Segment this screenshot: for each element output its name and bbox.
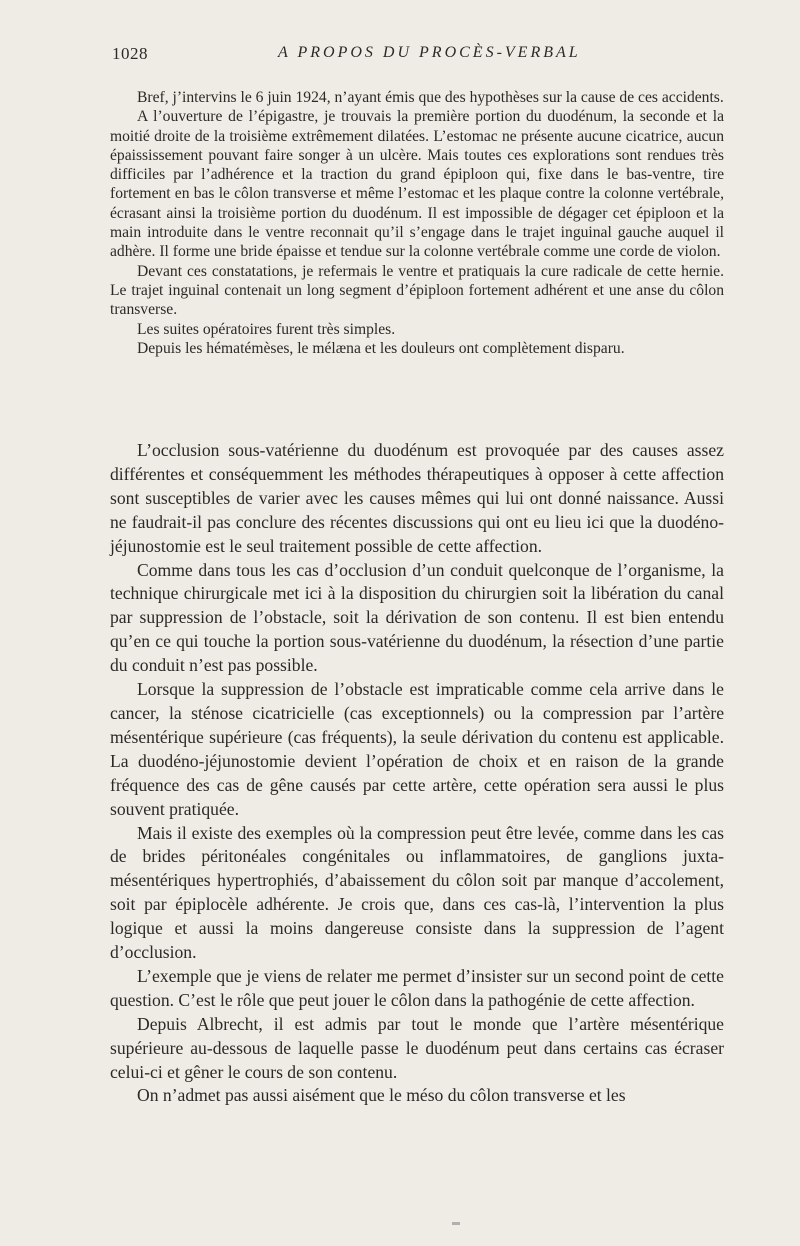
paragraph: Comme dans tous les cas d’occlusion d’un conduit quelconque de l’organisme, la technique chirurgicale met ici à la disposition du chirurgien soit la libération du canal par suppression de l’obstacle, soit la dérivation de son contenu. Il est bien entendu qu’en ce qui touche la portion sous-vatérienne du duodénum, la résection d’une partie du conduit n’est pas possible. — [110, 559, 724, 676]
print-mark — [452, 1222, 460, 1225]
paragraph: Bref, j’intervins le 6 juin 1924, n’ayant émis que des hypothèses sur la cause de ces accidents. — [137, 89, 724, 106]
paragraph: Depuis les hématémèses, le mélæna et les douleurs ont complètement disparu. — [137, 339, 625, 357]
running-title: A PROPOS DU PROCÈS-VERBAL — [278, 44, 581, 61]
paragraph: Depuis Albrecht, il est admis par tout le monde que l’artère mésentérique supérieure au-dessous de laquelle passe le duodénum peut dans certains cas écraser celui-ci et gêner le cours de son contenu. — [110, 1013, 724, 1082]
paragraph: L’occlusion sous-vatérienne du duodénum est provoquée par des causes assez différentes et conséquemment les méthodes thérapeutiques à opposer à cette affection sont susceptibles de varier avec les causes mêmes qui lui ont donné naissance. Aussi ne faudrait-il pas conclure des récentes discussions qui ont eu lieu ici que la duodéno-jéjunostomie est le seul traitement possible de cette affection. — [110, 440, 724, 556]
paragraph: On n’admet pas aussi aisément que le méso du côlon transverse et les — [137, 1085, 626, 1106]
paragraph: A l’ouverture de l’épigastre, je trouvais la première portion du duodénum, la seconde et la moitié droite de la troisième extrêmement dilatées. L’estomac ne présente aucune cicatrice, aucun épaississement pouvant faire songer à un ulcère. Mais toutes ces explorations sont rendues très difficiles par l’adhérence et la traction du grand épiploon qui, fixe dans le bas-ventre, tire fortement en bas le côlon transverse et même l’estomac et les plaque contre la colonne vertébrale, écrasant ainsi la troisième portion du duodénum. Il est impossible de dégager cet épiploon et la main introduite dans le ventre reconnait qu’il s’engage dans le trajet inguinal gauche auquel il adhère. Il forme une bride épaisse et tendue sur la colonne vertébrale comme une corde de violon. — [110, 108, 724, 261]
page-number: 1028 — [112, 44, 148, 63]
paragraph: Les suites opératoires furent très simples. — [137, 320, 396, 338]
paragraph: L’exemple que je viens de relater me permet d’insister sur un second point de cette question. C’est le rôle que peut jouer le côlon dans la pathogénie de cette affection. — [110, 965, 724, 1010]
paragraph: Devant ces constatations, je refermais le ventre et pratiquais la cure radicale de cette hernie. Le trajet inguinal contenait un long segment d’épiploon fortement adhérent et une anse du côlon transverse. — [110, 262, 724, 319]
paragraph: Lorsque la suppression de l’obstacle est impraticable comme cela arrive dans le cancer, la sténose cicatricielle (cas exceptionnels) ou la compression par l’artère mésentérique supérieure (cas fréquents), la seule dérivation du contenu est applicable. La duodéno-jéjunostomie devient l’opération de choix et en raison de la grande fréquence des cas de gêne causés par cette artère, cette opération sera aussi le plus souvent pratiquée. — [110, 679, 724, 819]
observation-text — [110, 88, 724, 358]
discussion-text — [110, 439, 724, 1108]
page-header — [108, 44, 728, 68]
paragraph: Mais il existe des exemples où la compression peut être levée, comme dans les cas de brides péritonéales congénitales ou inflammatoires, de ganglions juxta-mésentériques hypertrophiés, d’abaissement du côlon soit par manque d’accolement, soit par épiplocèle adhérente. Je crois que, dans ces cas-là, l’intervention la plus logique et aussi la moins dangereuse consiste dans la suppression de l’agent d’occlusion. — [110, 822, 724, 963]
